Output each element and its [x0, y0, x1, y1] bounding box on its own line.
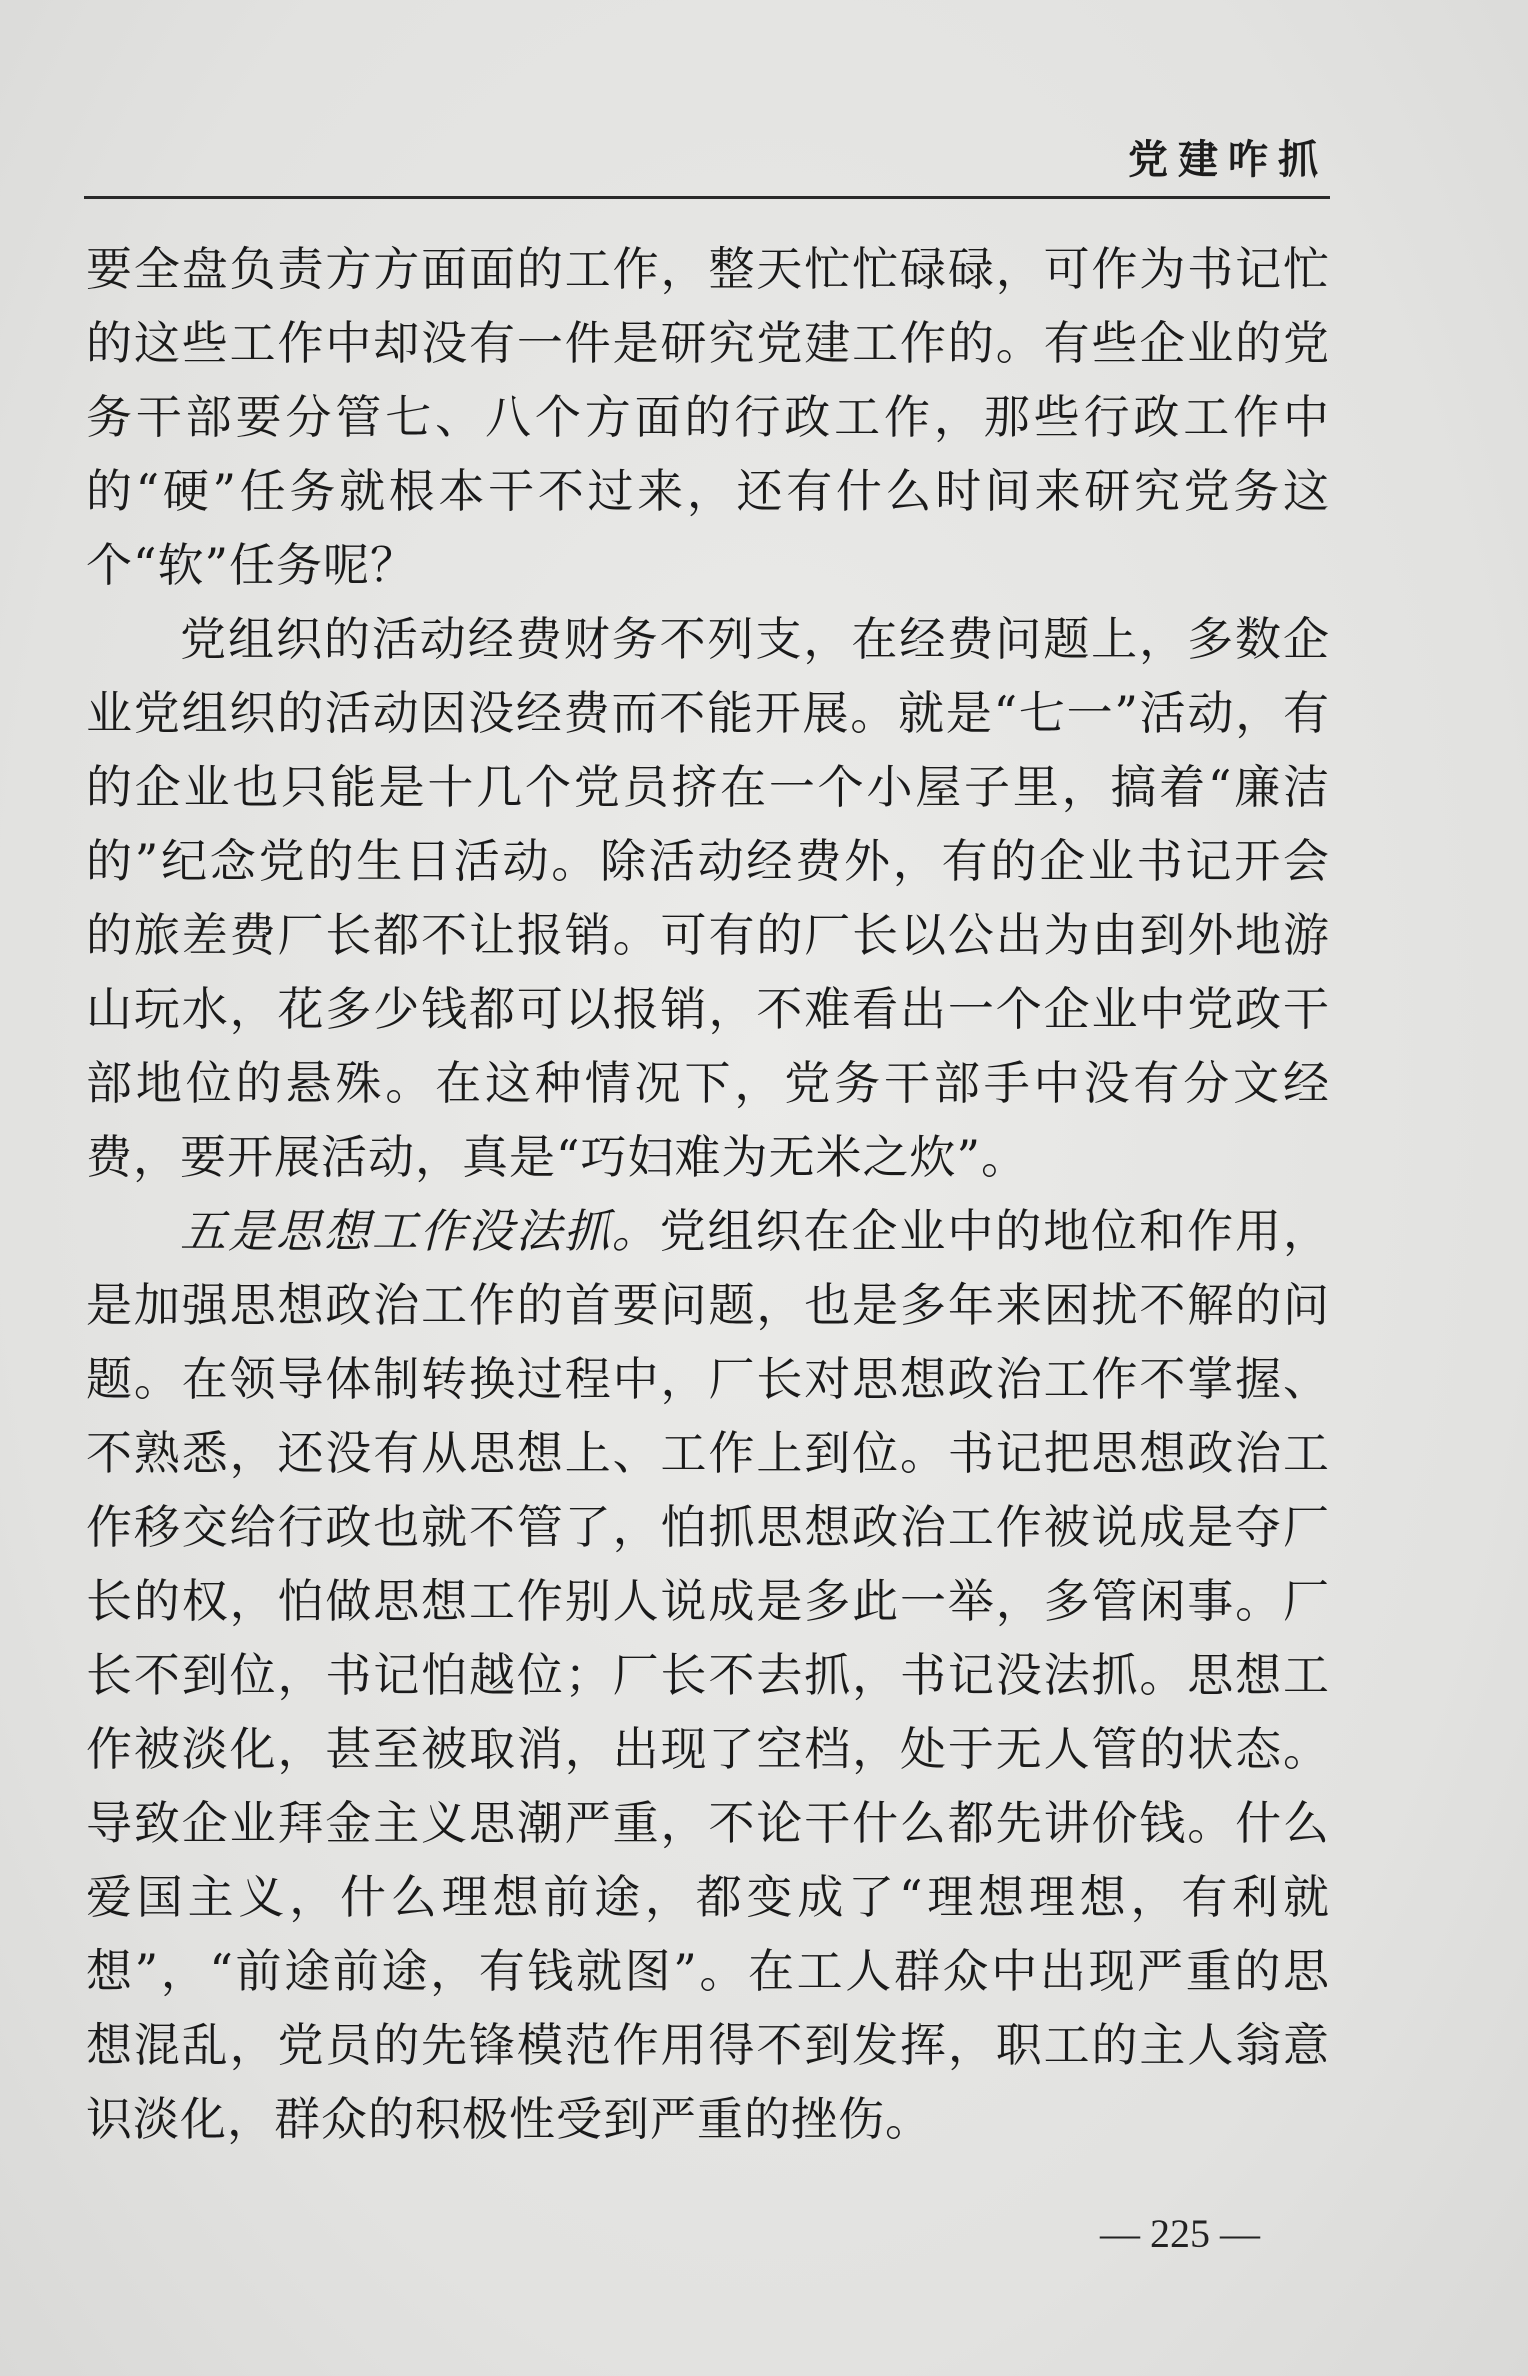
paragraph-1 — [86, 232, 1330, 602]
paragraph-3-text: 党组织在企业中的地位和作用，是加强思想政治工作的首要问题，也是多年来困扰不解的问题。在领导体制转换过程中，厂长对思想政治工作不掌握、不熟悉，还没有从思想上、工作上到位。书记把思想政治工作移交给行政也就不管了，怕抓思想政治工作被说成是夺厂长的权，怕做思想工作别人说成是多此一举，多管闲事。厂长不到位，书记怕越位；厂长不去抓，书记没法抓。思想工作被淡化，甚至被取消，出现了空档，处于无人管的状态。导致企业拜金主义思潮严重，不论干什么都先讲价钱。什么爱国主义，什么理想前途，都变成了“理想理想，有利就想”，“前途前途，有钱就图”。在工人群众中出现严重的思想混乱，党员的先锋模范作用得不到发挥，职工的主人翁意识淡化，群众的积极性受到严重的挫伤。 — [86, 1204, 1331, 2146]
paragraph-2 — [86, 602, 1330, 1194]
running-header-title: 党建咋抓 — [1128, 137, 1328, 183]
paragraph-3-lead: 五是思想工作没法抓。 — [180, 1204, 660, 1258]
paragraph-3 — [86, 1194, 1330, 2156]
paragraph-1-text: 要全盘负责方方面面的工作，整天忙忙碌碌，可作为书记忙的这些工作中却没有一件是研究党建工作的。有些企业的党务干部要分管七、八个方面的行政工作，那些行政工作中的“硬”任务就根本干不过来，还有什么时间来研究党务这个“软”任务呢？ — [86, 242, 1330, 592]
body-text — [86, 232, 1330, 2156]
page-number: — 225 — — [1100, 2211, 1260, 2256]
header-rule — [84, 196, 1330, 199]
paragraph-2-text: 党组织的活动经费财务不列支，在经费问题上，多数企业党组织的活动因没经费而不能开展。就是“七一”活动，有的企业也只能是十几个党员挤在一个小屋子里，搞着“廉洁的”纪念党的生日活动。除活动经费外，有的企业书记开会的旅差费厂长都不让报销。可有的厂长以公出为由到外地游山玩水，花多少钱都可以报销，不难看出一个企业中党政干部地位的悬殊。在这种情况下，党务干部手中没有分文经费，要开展活动，真是“巧妇难为无米之炊”。 — [86, 612, 1330, 1184]
